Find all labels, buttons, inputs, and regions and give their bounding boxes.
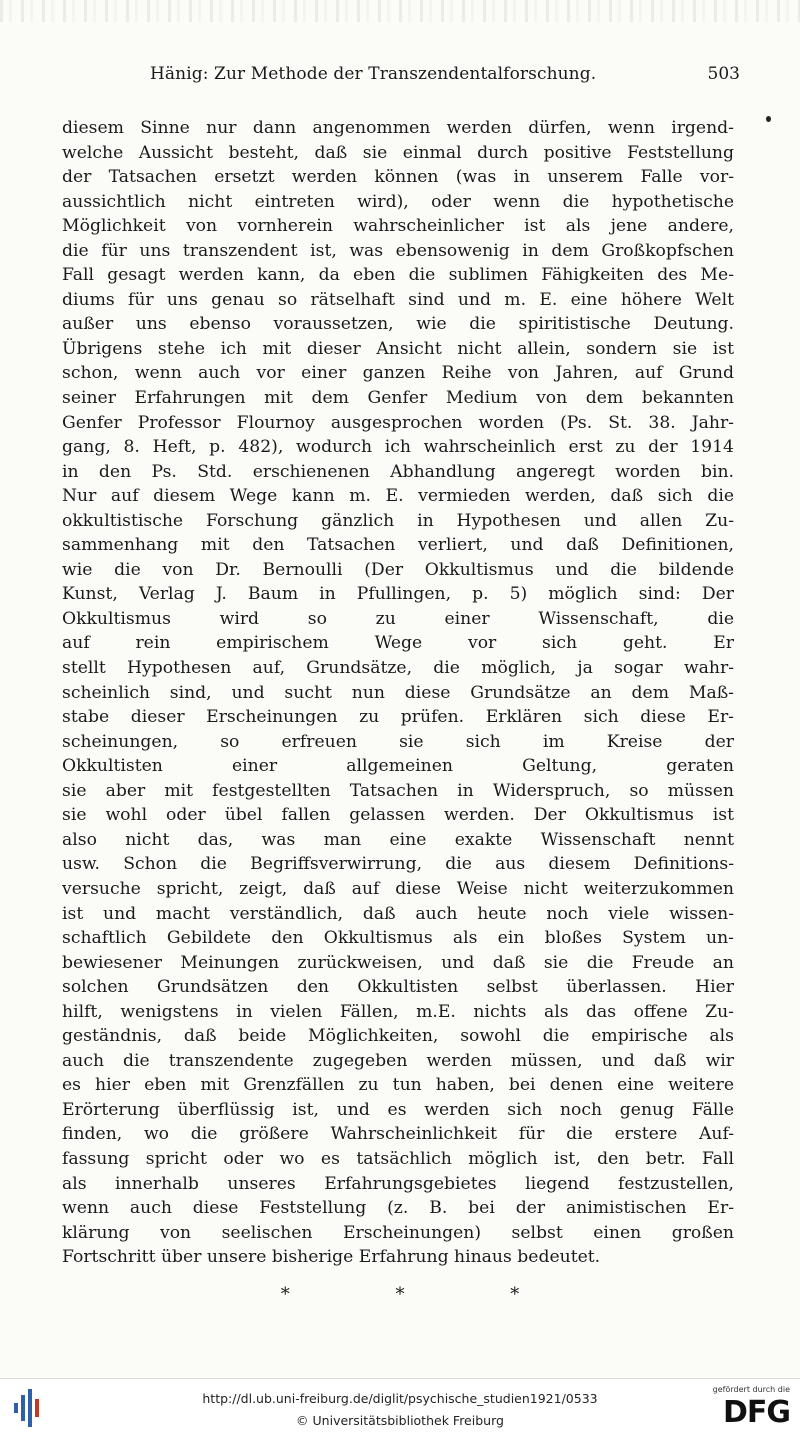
page-number: 503 xyxy=(707,64,740,84)
text-line: schon, wenn auch vor einer ganzen Reihe von Jahren, auf Grund xyxy=(62,363,734,384)
text-line: diums für uns genau so rätselhaft sind und m. E. eine höhere Welt xyxy=(62,289,734,310)
text-line: sammenhang mit den Tatsachen verliert, und daß Definitionen, xyxy=(62,535,734,556)
text-line: solchen Grundsätzen den Okkultisten selbst überlassen. Hier xyxy=(62,977,734,998)
text-line: stellt Hypothesen auf, Grundsätze, die möglich, ja sogar wahr- xyxy=(62,658,734,679)
text-line: okkultistische Forschung gänzlich in Hypothesen und allen Zu- xyxy=(62,510,734,531)
running-head: Hänig: Zur Methode der Transzendentalforschung. xyxy=(150,64,597,84)
text-line: Übrigens stehe ich mit dieser Ansicht nicht allein, sondern sie ist xyxy=(62,338,734,359)
text-line: schaftlich Gebildete den Okkultismus als ein bloßes System un- xyxy=(62,928,734,949)
dfg-logo: DFG xyxy=(722,1395,790,1430)
text-line: sie aber mit festgestellten Tatsachen in Widerspruch, so müssen xyxy=(62,780,734,801)
margin-mark xyxy=(766,116,771,122)
text-line: geständnis, daß beide Möglichkeiten, sowohl die empirische als xyxy=(62,1026,734,1047)
text-line: finden, wo die größere Wahrscheinlichkeit für die erstere Auf- xyxy=(62,1124,734,1145)
viewer-footer xyxy=(0,1378,800,1436)
text-line: gang, 8. Heft, p. 482), wodurch ich wahrscheinlich erst zu der 1914 xyxy=(62,437,734,458)
text-line: klärung von seelischen Erscheinungen) selbst einen großen xyxy=(62,1222,734,1243)
text-line: in den Ps. Std. erschienenen Abhandlung angeregt worden bin. xyxy=(62,461,734,482)
text-line: Nur auf diesem Wege kann m. E. vermieden werden, daß sich die xyxy=(62,486,734,507)
text-line: also nicht das, was man eine exakte Wissenschaft nennt xyxy=(62,829,734,850)
text-line-spaced: Okkultismus wird so zu einer Wissenschaft, die xyxy=(62,608,734,629)
source-url-link[interactable]: http://dl.ub.uni-freiburg.de/diglit/psychische_studien1921/0533 xyxy=(202,1391,598,1406)
text-line: die für uns transzendent ist, was ebensowenig in dem Großkopfschen xyxy=(62,240,734,261)
text-line: auch die transzendente zugegeben werden müssen, und daß wir xyxy=(62,1050,734,1071)
text-line: Kunst, Verlag J. Baum in Pfullingen, p. 5) möglich sind: Der xyxy=(62,584,734,605)
text-line: als innerhalb unseres Erfahrungsgebietes liegend festzustellen, xyxy=(62,1173,734,1194)
text-line: bewiesener Meinungen zurückweisen, und daß sie die Freude an xyxy=(62,952,734,973)
text-line: wenn auch diese Feststellung (z. B. bei der animistischen Er- xyxy=(62,1198,734,1219)
text-line: welche Aussicht besteht, daß sie einmal durch positive Feststellung xyxy=(62,142,734,163)
scan-edge-artifact xyxy=(0,0,800,22)
text-line: außer uns ebenso voraussetzen, wie die spiritistische Deutung. xyxy=(62,314,734,335)
text-line: diesem Sinne nur dann angenommen werden dürfen, wenn irgend- xyxy=(62,118,734,138)
funding-label: gefördert durch die xyxy=(712,1385,790,1394)
text-line: Fall gesagt werden kann, da eben die sublimen Fähigkeiten des Me- xyxy=(62,265,734,286)
text-line: fassung spricht oder wo es tatsächlich möglich ist, den betr. Fall xyxy=(62,1148,734,1169)
text-line: ist und macht verständlich, daß auch heute noch viele wissen- xyxy=(62,903,734,924)
text-line: Fortschritt über unsere bisherige Erfahrung hinaus bedeutet. xyxy=(62,1247,601,1268)
text-line: sie wohl oder übel fallen gelassen werden. Der Okkultismus ist xyxy=(62,805,734,826)
text-line: es hier eben mit Grenzfällen zu tun haben, bei denen eine weitere xyxy=(62,1075,734,1096)
text-line: usw. Schon die Begriffsverwirrung, die aus diesem Definitions- xyxy=(62,854,734,875)
copyright-notice: © Universitätsbibliothek Freiburg xyxy=(296,1413,504,1428)
text-line: Erörterung überflüssig ist, und es werden sich noch genug Fälle xyxy=(62,1099,734,1120)
text-line: hilft, wenigstens in vielen Fällen, m.E. nichts als das offene Zu- xyxy=(62,1001,734,1022)
text-line: seiner Erfahrungen mit dem Genfer Medium von dem bekannten xyxy=(62,388,734,409)
body-text xyxy=(62,116,734,1270)
text-line: aussichtlich nicht eintreten wird), oder wenn die hypothetische xyxy=(62,191,734,212)
text-line-spaced: auf rein empirischem Wege vor sich geht. Er xyxy=(62,633,734,654)
section-break: * * * xyxy=(280,1284,570,1305)
text-line-spaced: Okkultisten einer allgemeinen Geltung, geraten xyxy=(62,756,734,777)
text-line: scheinlich sind, und sucht nun diese Grundsätze an dem Maß- xyxy=(62,682,734,703)
text-line: Möglichkeit von vornherein wahrscheinlicher ist als jene andere, xyxy=(62,216,734,237)
text-line: Genfer Professor Flournoy ausgesprochen worden (Ps. St. 38. Jahr- xyxy=(62,412,734,433)
text-line: versuche spricht, zeigt, daß auf diese Weise nicht weiterzukommen xyxy=(62,878,734,899)
text-line: stabe dieser Erscheinungen zu prüfen. Erklären sich diese Er- xyxy=(62,707,734,728)
text-line: der Tatsachen ersetzt werden können (was in unserem Falle vor- xyxy=(62,167,734,188)
text-line: wie die von Dr. Bernoulli (Der Okkultismus und die bildende xyxy=(62,559,734,580)
text-line-spaced: scheinungen, so erfreuen sie sich im Kreise der xyxy=(62,731,734,752)
